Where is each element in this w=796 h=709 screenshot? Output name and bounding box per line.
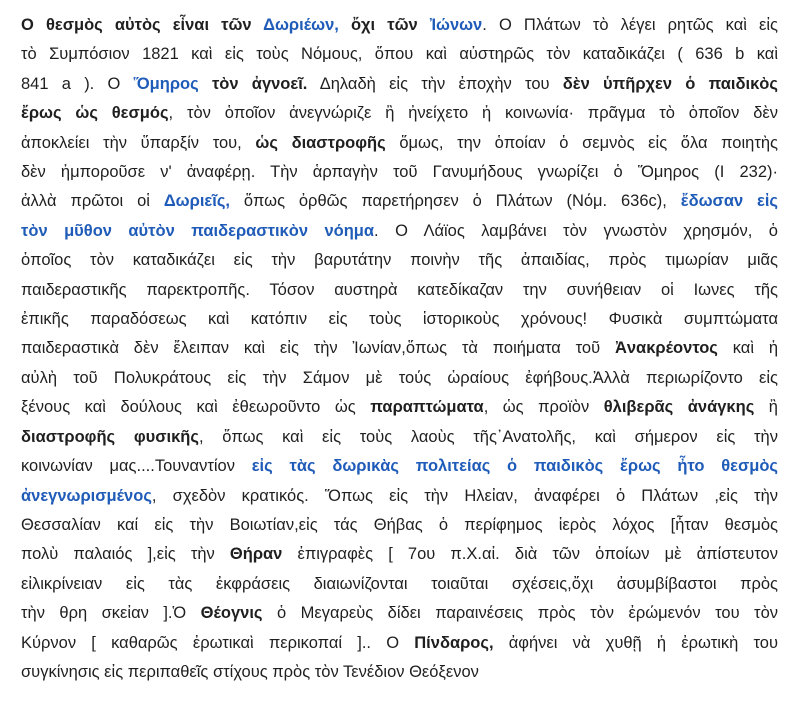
bold-term: ὄχι τῶν [338,16,430,34]
text-line [21,423,778,452]
text-run: . Ο Πλάτων τὸ λέγει ρητῶς καὶ εἰς [482,16,778,34]
text-run: , σχεδὸν κρατικός. Ὅπως εἰς τὴν Ηλεἰαν, ἀναφέρει ὁ Πλάτων ,εἰς τὴν [151,486,778,505]
highlighted-term: τὸν μῦθον αὐτὸν παιδεραστικὸν νόημα [21,221,375,240]
text-run: Δηλαδὴ εἰς τὴν ἐποχὴν του [307,74,563,93]
text-line [21,599,778,628]
bold-term: Θέογνις [200,604,263,623]
bold-term: ὡς διαστροφῆς [255,133,386,152]
text-line [21,99,778,128]
text-run: παιδεραστικὰ δὲν ἔλειπαν καὶ εἰς τὴν Ἰωνίαν,ὅπως τὰ ποιήματα τοῦ [21,339,615,358]
text-run: κοινωνίαν μας....Τουναντίον [21,457,252,476]
text-run: 841 a ). Ο [21,74,134,93]
bold-term: τὸν ἀγνοεῖ. [198,74,308,93]
text-line [21,658,778,687]
text-run: ἐπιγραφὲς [ 7ου π.Χ.αἰ. διὰ τῶν ὁποίων μὲ ἀπίστευτον [282,545,778,564]
text-run: . Ο Λάϊος λαμβάνει τὸν γνωστὸν χρησμόν, ὁ [374,221,778,240]
text-line [21,364,778,393]
text-run: ὅμως, την ὁποίαν ὁ σεμνὸς εἰς ὅλα ποιητὴς [385,133,778,152]
text-line [21,158,778,187]
text-run: συγκίνησις εἰς περιπαθεῖς στίχους πρὸς τὸν Τενέδιον Θεόξενον [21,662,479,681]
text-line [21,40,778,69]
text-run: Κύρνον [ καθαρῶς ἐρωτικαὶ περικοπαί ].. Ο [21,633,415,652]
text-run: εἰλικρίνειαν εἰς τὰς ἐκφράσεις διαιωνίζονται τοιαῦται σχέσεις,ὄχι ἀσυμβίβαστοι πρὸς [21,574,778,593]
highlighted-term: Ἰώνων [429,16,483,34]
text-line [21,570,778,599]
highlighted-term: Δωριεῖς, [163,192,230,211]
text-line [21,540,778,569]
text-run: δὲν ἠμποροῦσε ν' ἀναφέρῃ. Τὴν ἁρπαγὴν τοῦ Γανυμήδους γνωρίζει ὁ Ὅμηρος (I 232)· [21,163,778,182]
text-run: ὁ Μεγαρεὺς δίδει παραινέσεις πρὸς τὸν ἐρώμενόν του τὸν [262,604,778,623]
bold-term: Πίνδαρος, [414,633,494,652]
text-line [21,452,778,481]
bold-term: Ο θεσμὸς αὐτὸς εἶναι τῶν [21,16,264,34]
text-run: τὸ Συμπόσιον 1821 καὶ εἰς τοὺς Νόμους, ὅπου καὶ αὐστηρῶς τὸν καταδικάζει ( 636 b καὶ [21,45,778,64]
text-run: , ὅπως καὶ εἰς τοὺς λαοὺς τῆς᾽Ανατολῆς, καὶ σήμερον εἰς τὴν [198,427,778,446]
text-run: τὴν θρη σκεἰαν ].Ὁ [21,604,201,623]
highlighted-term: ἀνεγνωρισμένος [21,486,152,505]
text-line [21,305,778,334]
text-line [21,187,778,216]
text-line [21,393,778,422]
text-run: καὶ ἡ [717,339,778,358]
text-line [21,511,778,540]
text-run: ἀποκλείει τὴν ὕπαρξίν του, [21,133,256,152]
text-line [21,217,778,246]
text-run: ἀφήνει νὰ χυθῇ ἡ ἐρωτικὴ του [493,633,779,652]
highlighted-term: Δωριέων, [263,16,339,34]
text-run: ἐπικῆς παραδόσεως καὶ κατόπιν εἰς τοὺς ἱστορικοὺς χρόνους! Φυσικὰ συμπτώματα [21,310,778,329]
text-run: αὐλὴ τοῦ Πολυκράτους εἰς τὴν Σάμον μὲ τούς ὡραίους ἐφήβους.Ἀλλὰ περιωρίζοντο εἰς [21,368,778,387]
highlighted-term: ἔδωσαν εἰς [680,192,778,211]
text-run: ξένους καὶ δούλους καὶ ἐθεωροῦντο ὡς [21,398,371,417]
highlighted-term: Ὅμηρος [133,74,199,93]
text-run: παιδεραστικῆς παρεκτροπῆς. Τόσον αυστηρὰ κατεδίκαζαν την συνήθειαν οἱ Ιωνες τῆς [21,280,778,299]
bold-term: παραπτώματα [370,398,484,417]
bold-term: διαστροφῆς φυσικῆς [21,427,199,446]
bold-term: δὲν ὑπῆρχεν ὁ παιδικὸς [562,74,778,93]
text-line [21,334,778,363]
text-line [21,70,778,99]
text-run: πολὺ παλαιός ],εἰς τὴν [21,545,230,564]
text-run: , τὸν ὁποῖον ἀνεγνώριζε ἢ ἠνείχετο ἡ κοινωνία· πρᾶγμα τὸ ὁποῖον δὲν [168,104,778,123]
bold-term: θλιβερᾶς ἀνάγκης [603,398,755,417]
text-line [21,11,778,40]
text-run: ἀλλὰ πρῶτοι οἱ [21,192,164,211]
bold-term: ἔρως ὡς θεσμός [21,104,169,123]
text-line [21,629,778,658]
text-line [21,482,778,511]
text-line [21,246,778,275]
text-run: Θεσσαλίαν καί εἰς τὴν Βοιωτίαν,εἰς τάς Θήβας ὁ περίφημος ἱερὸς λόχος [ἦταν θεσμὸς [21,515,778,534]
bold-term: Ἀνακρέοντος [614,339,718,358]
text-run: ἢ [754,398,778,417]
text-run: ὅπως ὀρθῶς παρετήρησεν ὁ Πλάτων (Νόμ. 636c), [229,192,681,211]
bold-term: Θήραν [229,545,283,564]
text-line [21,276,778,305]
text-run: , ὡς προϊὸν [483,398,604,417]
text-line [21,129,778,158]
highlighted-term: εἰς τὰς δωρικὰς πολιτείας ὁ παιδικὸς ἔρως ἦτο θεσμὸς [251,457,778,476]
text-run: ὁποῖος τὸν καταδικάζει εἰς τὴν βαρυτάτην ποινὴν τῆς ἀπαιδίας, πρὸς τιμωρίαν μιᾶς [21,251,778,270]
